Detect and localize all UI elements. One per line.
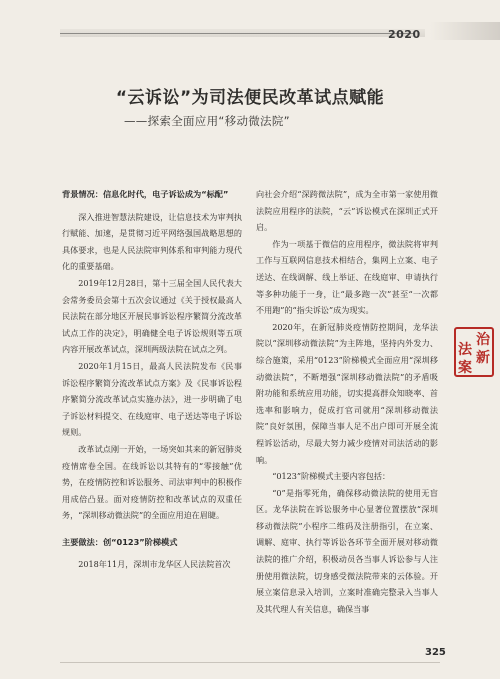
paragraph-continued: 向社会介绍“深跨微法院”，成为全市第一家使用微法院应用程序的法院，“云”诉讼模式在深圳正式开启。 — [256, 189, 438, 233]
paragraph: 作为一项基于微信的应用程序，微法院将审判工作与互联网信息技术相结合，集网上立案、电子送达、在线调解、线上举证、在线庭审、申请执行等多种功能于一身，让“最多跑一次”甚至“一次都不用跑”的“指尖诉讼”成为现实。 — [256, 238, 438, 316]
right-column — [256, 186, 438, 617]
article-title: “云诉讼”为司法便民改革试点赋能 — [115, 88, 385, 108]
paragraph: 2019年12月28日，第十三届全国人民代表大会常务委员会第十五次会议通过《关于授权最高人民法院在部分地区开展民事诉讼程序繁简分流改革试点工作的决定》，明确健全电子诉讼规则等五项内容开展改革试点，深圳两级法院在试点之列。 — [62, 277, 242, 355]
seal-char: 案 — [458, 360, 472, 376]
paragraph: 2020年，在新冠肺炎疫情防控期间，龙华法院以“深圳移动微法院”为主阵地，坚持内外发力、综合施策，采用“0123”阶梯模式全面应用“深圳移动微法院”，不断增强“深圳移动微法院”的矛盾吸附功能和系统应用功能，切实提高群众知晓率、首选率和影响力，促成打官司就用“深圳移动微法院”良好氛围，保障当事人足不出户即可开展全流程诉讼活动，尽最大努力减少疫情对司法活动的影响。 — [256, 321, 438, 465]
left-column — [62, 186, 242, 573]
paragraph: 2018年11月，深圳市龙华区人民法院首次 — [78, 559, 231, 570]
footer-rule — [60, 662, 440, 663]
page-number: 325 — [425, 647, 446, 658]
paragraph: 深入推进智慧法院建设，让信息技术为审判执行赋能、加速，是贯彻习近平网络强国战略思想的具体要求，也是人民法院审判体系和审判能力现代化的重要基础。 — [62, 211, 242, 272]
seal-char: 法 — [458, 342, 472, 358]
section-heading-background: 背景情况：信息化时代，电子诉讼成为“标配” — [62, 189, 229, 199]
paragraph: “0123”阶梯模式主要内容包括： — [272, 471, 391, 482]
column-seal-stamp — [454, 327, 494, 377]
article-subtitle: ——探索全面应用“移动微法院” — [124, 114, 290, 128]
paragraph: 改革试点刚一开始，一场突如其来的新冠肺炎疫情席卷全国。在线诉讼以其特有的“零接触”优势，在疫情防控和诉讼服务、司法审判中的积极作用成倍凸显。面对疫情防控和改革试点的双重任务，“深圳移动微法院”的全面应用迫在眉睫。 — [62, 443, 242, 521]
seal-char: 新 — [476, 350, 490, 366]
paragraph: 2020年1月15日，最高人民法院发布《民事诉讼程序繁简分流改革试点方案》及《民事诉讼程序繁简分流改革试点实施办法》，进一步明确了电子诉讼材料提交、在线庭审、电子送达等电子诉讼规则。 — [62, 360, 242, 438]
header-shadow — [430, 22, 500, 40]
paragraph: “0”是指零死角，确保移动微法院的使用无盲区。龙华法院在诉讼服务中心显著位置摆放“深圳移动微法院”小程序二维码及注册指引，在立案、调解、庭审、执行等诉讼各环节全面开展对移动微法院的推广介绍，积极动员各当事人诉讼参与人注册使用微法院，切身感受微法院带来的云体验。开展立案信息录入培训，立案时准确完整录入当事人及其代理人有关信息，确保当事 — [256, 487, 438, 614]
header-rule — [60, 33, 415, 34]
header-year: 2020 — [388, 28, 421, 41]
section-heading-approach: 主要做法：创“0123”阶梯模式 — [62, 536, 178, 547]
seal-char: 治 — [476, 332, 490, 348]
